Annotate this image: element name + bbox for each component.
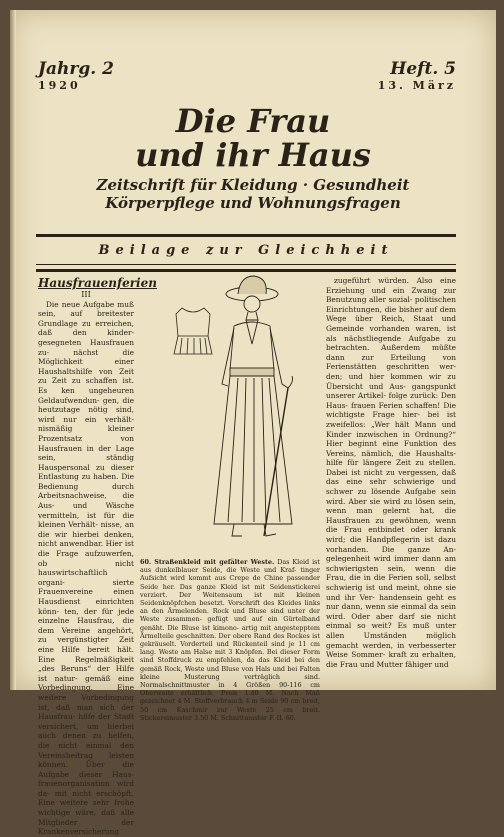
dress-illustration	[142, 274, 320, 556]
subtitle-line-1: Zeitschrift für Kleidung · Gesundheit	[96, 176, 410, 194]
article-text-left: Die neue Aufgabe muß sein, auf breitester Grundlage zu erreichen, daß den kinder- gesegneten Hausfrauen zu- nächst die Möglichkeit einer Haushaltshilfe von Zeit zu Zeit zu schaffen ist. Es ken ungeheuren Geldaufwendun- gen, die heutzutage nötig sind, wird nur ein verhält- nismäßig kleiner Prozentsatz von Hausfrauen in der Lage sein, ständig Hauspersonal zu dieser Entlastung zu haben. Die Bedienung durch Arbeitsnachweise, die Aus- und Wäsche vermitteln, ist für die kleinen Verhält- nisse, an die wir hierbei denken, nicht anwendbar. Hier ist die Frage aufzuwerfen, ob nicht hauswirtschaftlich organi- sierte Frauenvereine einen Hausdienst einrichten könn- ten, der für jede einzelne Hausfrau, die dem Vereine angehört, zu vergünstigter Zeit eine Hilfe bereit hält. Eine Regelmäßigkeit „des Beruns“ der Hilfe ist natur- gemäß eine Vorbedingung. Eine weitere Vorbedingung ist, daß man sich der Hausfrau- hilfe der Stadt versichert, um hierbei auch denen zu helfen, die nicht einmal den Vereinsbeitrag leisten können. Über die Aufgabe dieser Haus- frauenorganisation wird da- mit nicht erschöpft. Eine weitere sehr frohe wichtige wäre, daß alle Mitglieder der Krankenversicherung	[38, 299, 134, 837]
woman-figure	[214, 276, 293, 536]
caption-text: Das Kleid ist aus dunkelblauer Seide, die Weste und Kraf- tinger Aufsicht wird kommt aus Crepe de Chine passender Seide her. Das ganze Kleid ist mit Seidenstickerei verziert. Der Weitensaum ist mit kleinen Seidenknöpfchen besetzt. Vorschrift des Kleides links an den Ärmelenden. Rock und Bluse sind unter der Weste zusammen- gefügt und auf ein Gürtelband genäht. Die Bluse ist kimono- artig mit angestepptem Ärmelteile geschnitten. Der obere Rand des Rockes ist gekräuselt. Vorderteil und Rückenteil sind je 11 cm lang. Weste am Halse mit 3 Knöpfen. Bei dieser Form sind Stoffdruck zu empfehlen, da das Kleid bei den gemäß Rock, Weste und Bluse von Hals und bei Falten kleine Musterung verträglich sind. Normalschnittmuster in 4 Größen 90-116 cm Oberweite erhältlich. Preis 1.40 M. Nach Maß gezeichnet 4 M. Stoffverbrauch 4 m Seide 90 cm breit, 50 cm Kaschmir zur Weste 25 cm breit. Stickereimuster 3.50 M. Schnittmuster F. II. 60.	[140, 558, 320, 722]
masthead-line-2: und ihr Haus	[135, 136, 371, 174]
subtitle-line-2: Körperpflege und Wohnungsfragen	[105, 194, 401, 212]
article-column-right	[326, 276, 456, 669]
article-title: Hausfrauenferien	[38, 276, 157, 290]
caption-title: 60. Straßenkleid mit gefälter Weste.	[140, 558, 275, 566]
bodice-detail-sketch	[174, 308, 212, 354]
year-label: Jahrg. 2	[38, 59, 114, 79]
article-number: III	[81, 290, 91, 299]
issue-date: 13. März	[377, 79, 456, 92]
masthead-line-1: Die Frau	[175, 102, 331, 140]
header-left	[38, 60, 114, 94]
magazine-page	[10, 10, 496, 837]
supplement-text: Beilage zur Gleichheit	[98, 243, 394, 258]
header-right	[378, 60, 456, 94]
figure-caption	[140, 558, 320, 722]
article-text-right: zugeführt würden. Also eine Erziehung und ein Zwang zur Benutzung aller sozial- politischen Einrichtungen, die bisher auf dem Wege über Reich, Staat und Gemeinde vorhanden waren, ist als nächstliegende Aufgabe zu betrachten. Außerdem müßte dann zur Erteilung von Ferienstätten geschritten wer- den; und hier kommen wir zu Übersicht und Aus- gangspunkt unserer Artikel- folge zurück: Den Haus- frauen Ferien schaffen! Die wichtigste Frage hier- bei ist zweifellos: „Wer hält Mann und Kinder inzwischen in Ordnung?“ Hier beginnt eine Funktion des Vereins, nämlich, die Haushalts- hilfe für längere Zeit zu stellen. Dabei ist nicht zu vergessen, daß das eine sehr schwierige und schwer zu lösende Aufgabe sein wird. Aber sie wird zu lösen sein, wenn man gelernt hat, die Hausfrauen zu gewöhnen, wenn die Frau entbindet oder krank wird; die Handpflegerin ist dazu vorhanden. Die ganze An- gelegenheit wird immer dann am schwierigsten sein, wenn die Frau, die in die Ferien soll, selbst schwierig ist und meint, ohne sie und ihr Ver- handensein geht es nur dann, wenn sie einmal da sein wird. Oder aber darf sie nicht einmal so weit? Es muß unter allen Umständen möglich gemacht werden, in verbesserter Weise Sommer- kraft zu erhalten, die Frau und Mutter fähiger und	[326, 276, 456, 669]
band-rule	[36, 264, 456, 265]
year: 1920	[38, 79, 81, 92]
supplement-band	[36, 234, 456, 272]
article-column-left	[38, 276, 157, 837]
issue-label: Heft. 5	[390, 59, 456, 79]
